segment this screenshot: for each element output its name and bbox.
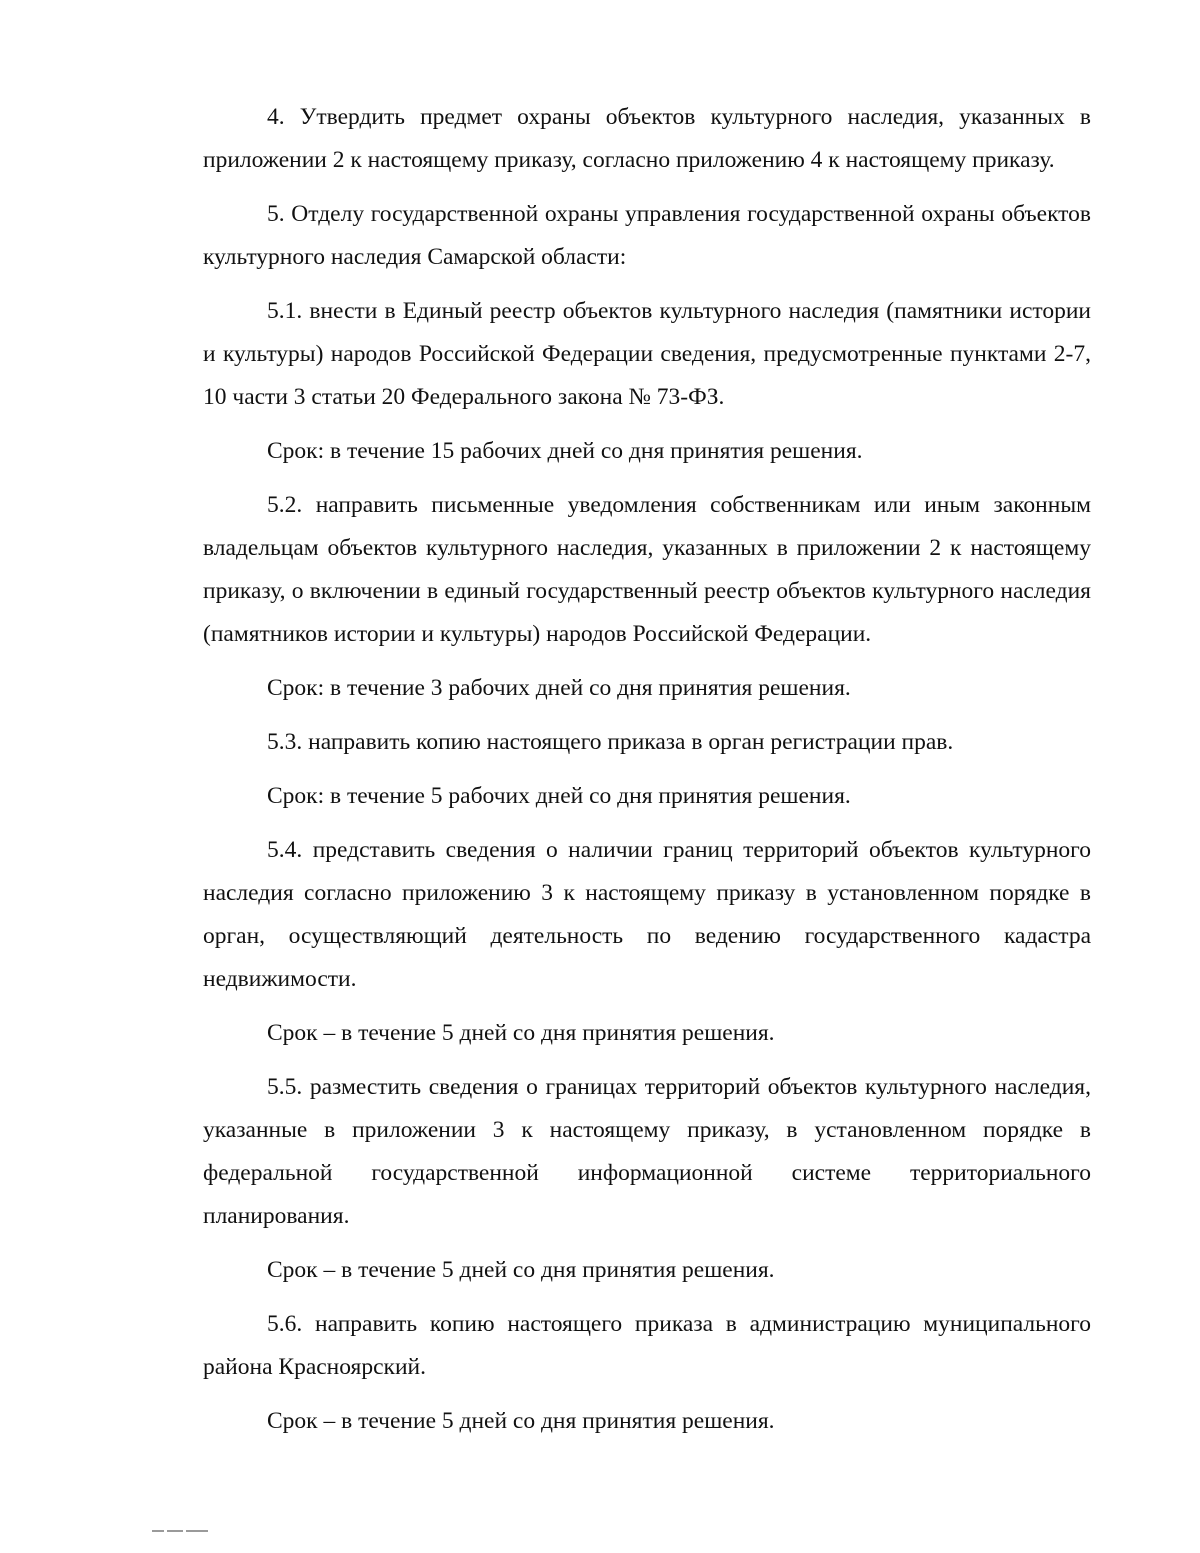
paragraph-item-5-1: 5.1. внести в Единый реестр объектов культурного наследия (памятники истории и культуры) народов Российской Федерации сведения, предусмотренные пунктами 2-7, 10 части 3 статьи 20 Федерального закона № 73-ФЗ. [203,298,1091,410]
deadline-5-6: Срок – в течение 5 дней со дня принятия решения. [267,1408,775,1434]
deadline-5-5: Срок – в течение 5 дней со дня принятия решения. [267,1257,775,1283]
paragraph-item-5-4: 5.4. представить сведения о наличии границ территорий объектов культурного наследия согласно приложению 3 к настоящему приказу в установленном порядке в орган, осуществляющий деятельность по ведению государственного кадастра недвижимости. [203,837,1091,992]
paragraph-item-5-5: 5.5. разместить сведения о границах территорий объектов культурного наследия, указанные в приложении 3 к настоящему приказу, в установленном порядке в федеральной государственной информационной системе территориального планирования. [203,1074,1091,1229]
deadline-5-1: Срок: в течение 15 рабочих дней со дня принятия решения. [267,438,863,464]
paragraph-item-5-2: 5.2. направить письменные уведомления собственникам или иным законным владельцам объектов культурного наследия, указанных в приложении 2 к настоящему приказу, о включении в единый государственный реестр объектов культурного наследия (памятников истории и культуры) народов Российской Федерации. [203,492,1091,647]
paragraph-item-5: 5. Отделу государственной охраны управления государственной охраны объектов культурного наследия Самарской области: [203,201,1091,270]
document-body [203,96,1091,1443]
paragraph-item-4: 4. Утвердить предмет охраны объектов культурного наследия, указанных в приложении 2 к настоящему приказу, согласно приложению 4 к настоящему приказу. [203,104,1091,173]
deadline-5-3: Срок: в течение 5 рабочих дней со дня принятия решения. [267,783,851,809]
scan-artifact-mark [152,1522,222,1532]
paragraph-item-5-6: 5.6. направить копию настоящего приказа в администрацию муниципального района Красноярский. [203,1311,1091,1380]
paragraph-item-5-3: 5.3. направить копию настоящего приказа в орган регистрации прав. [267,729,954,755]
deadline-5-2: Срок: в течение 3 рабочих дней со дня принятия решения. [267,675,851,701]
deadline-5-4: Срок – в течение 5 дней со дня принятия решения. [267,1020,775,1046]
